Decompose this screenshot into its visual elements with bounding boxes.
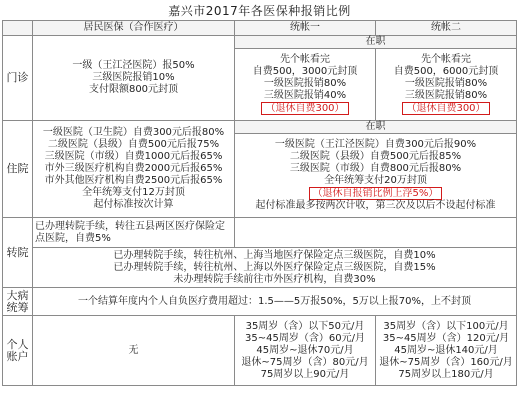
inpatient-account-line: 三级医院（市级）自费800元后报80%: [289, 163, 462, 174]
page-title: 嘉兴市2017年各医保种报销比例: [168, 4, 351, 18]
inpatient-resident-line: 市外其他医疗机构自费2500元后报65%: [44, 175, 223, 186]
personal-label-line: 账户: [6, 349, 29, 363]
personal-account-one-line: 35~45周岁（含）60元/月: [245, 332, 365, 344]
personal-account-one-line: 35周岁（含）以下50元/月: [245, 320, 365, 332]
inpatient-resident-line: 市外三级医疗机构自费2000元后报65%: [44, 163, 223, 174]
inpatient-resident-line: 三级医院（市级）自费1000元后报65%: [44, 151, 223, 162]
outpatient-account-one-line: 先个帐看完: [280, 54, 330, 65]
inpatient-subheader-row: [3, 121, 517, 134]
critical-label-line: 统筹: [6, 300, 29, 314]
header-account-two: 统帐二: [376, 21, 517, 36]
outpatient-account-two-line: 先个帐看完: [421, 54, 471, 65]
outpatient-label: 门诊: [3, 36, 33, 121]
personal-account-two-line: 45周岁~退休140元/月: [394, 344, 498, 356]
outpatient-resident-cell: [33, 36, 235, 121]
critical-text: 一个结算年度内个人自负医疗费用超过：1.5——5万报50%，5万以上报70%，上不封顶: [33, 288, 517, 316]
outpatient-account-one-cell: [235, 49, 376, 121]
transfer-row: [3, 248, 517, 288]
critical-row: [3, 288, 517, 316]
personal-account-two-cell: [376, 316, 517, 386]
inpatient-resident-line: 起付标准按次计算: [93, 199, 174, 210]
retiree-note-badge: （退休自报销比例上浮5%）: [309, 187, 443, 200]
critical-label: [3, 288, 33, 316]
personal-account-two-line: 35周岁（含）以下100元/月: [383, 320, 509, 332]
inpatient-resident-line: 二级医院（县级）自费500元后报75%: [47, 139, 220, 150]
inpatient-label: 住院: [3, 121, 33, 218]
personal-account-one-line: 75周岁以上90元/月: [260, 368, 350, 380]
outpatient-resident-line: 一级（王江泾医院）报50%: [72, 60, 195, 71]
personal-account-one-cell: [235, 316, 376, 386]
personal-account-two-line: 75周岁以上180元/月: [398, 368, 494, 380]
transfer-line-3: 已办理转院手续，转往杭州、上海以外医疗保险定点三级医院，自费15%: [113, 261, 436, 273]
critical-label-line: 大病: [6, 288, 29, 302]
outpatient-account-two-line: 自费500，6000元封顶: [393, 66, 499, 77]
outpatient-employed-subheader: 在职: [235, 36, 517, 49]
personal-resident-cell: 无: [33, 316, 235, 386]
inpatient-account-line: 起付标准最多按两次计收，第三次及以后不设起付标准: [255, 200, 496, 211]
outpatient-account-two-line: 一级医院报销80%: [404, 78, 488, 89]
transfer-line-4: 未办理转院手续前往市外医疗机构，自费30%: [173, 273, 376, 285]
personal-account-one-line: 45周岁~退休70元/月: [256, 344, 354, 356]
transfer-empty-cell: [235, 218, 517, 248]
inpatient-account-line: 一级医院（王江泾医院）自费300元后报90%: [274, 139, 477, 150]
transfer-line-2: 已办理转院手续，转往杭州、上海当地医疗保险定点三级医院，自费10%: [113, 249, 436, 261]
transfer-label: 转院: [3, 218, 33, 288]
personal-row: [3, 316, 517, 386]
outpatient-subheader-row: [3, 36, 517, 49]
transfer-row-first: [3, 218, 517, 248]
outpatient-resident-line: 支付限额800元封顶: [88, 84, 179, 95]
personal-label-line: 个人: [6, 337, 29, 351]
retiree-note-badge: （退休自费300）: [261, 102, 348, 115]
outpatient-account-one-line: 自费500，3000元封顶: [252, 66, 358, 77]
inpatient-account-cell: [235, 134, 517, 218]
header-resident-insurance: 居民医保（合作医疗）: [33, 21, 235, 36]
header-row: [3, 21, 517, 36]
header-account-one: 统帐一: [235, 21, 376, 36]
inpatient-resident-line: 一级医院（卫生院）自费300元后报80%: [42, 127, 225, 138]
header-empty-cell: [3, 21, 33, 36]
outpatient-account-two-cell: [376, 49, 517, 121]
inpatient-resident-line: 全年统筹支付12万封顶: [82, 187, 185, 198]
personal-account-two-line: 退休~75周岁（含）160元/月: [379, 356, 513, 368]
outpatient-account-one-line: 一级医院报销80%: [263, 78, 347, 89]
personal-label: [3, 316, 33, 386]
transfer-lines-cell: [33, 248, 517, 288]
personal-account-one-line: 退休~75周岁（含）80元/月: [241, 356, 369, 368]
personal-account-two-line: 35~45周岁（含）120元/月: [382, 332, 510, 344]
outpatient-account-two-line: 三级医院报销80%: [404, 90, 488, 101]
inpatient-resident-cell: [33, 121, 235, 218]
inpatient-employed-subheader: 在职: [235, 121, 517, 134]
outpatient-account-one-line: 三级医院报销40%: [263, 90, 347, 101]
reimbursement-table: [2, 20, 517, 386]
transfer-line-1: 已办理转院手续，转往五县两区医疗保险定点医院，自费5%: [33, 218, 235, 248]
retiree-note-badge: （退休自费300）: [402, 102, 489, 115]
outpatient-resident-line: 三级医院报销10%: [92, 72, 175, 83]
inpatient-account-line: 二级医院（县级）自费500元后报85%: [289, 151, 462, 162]
inpatient-account-line: 全年统筹支付20万封顶: [324, 175, 427, 186]
